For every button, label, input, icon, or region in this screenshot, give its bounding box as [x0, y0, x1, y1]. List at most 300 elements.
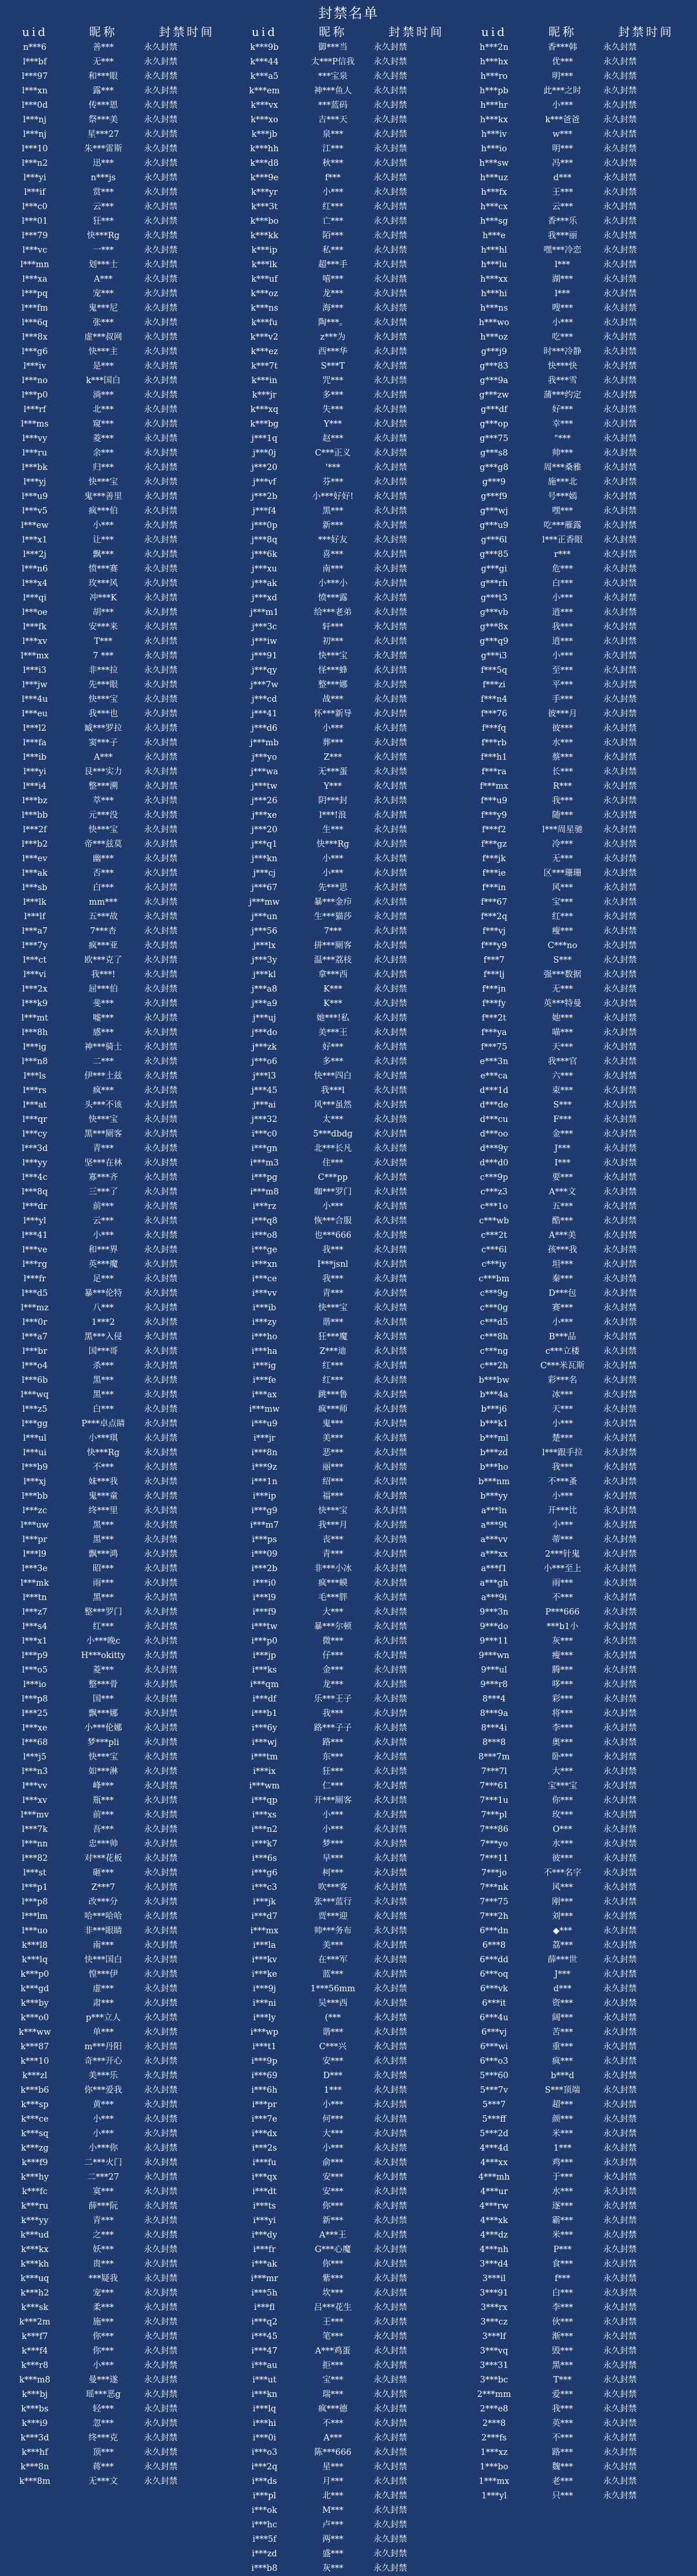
table-row — [463, 750, 692, 765]
nickname-cell: Z*** — [324, 753, 342, 762]
nickname-cell: 忽*** — [92, 2419, 114, 2428]
ban-time-cell: 永久封禁 — [144, 724, 177, 733]
nickname-cell: 窦***子 — [88, 738, 118, 748]
nickname-cell: 曼***遂 — [88, 2375, 118, 2385]
ban-time-cell: 永久封禁 — [603, 2361, 637, 2370]
uid-cell: k***v2 — [251, 333, 278, 342]
uid-cell: h***e — [482, 231, 506, 241]
uid-cell: l***8h — [21, 1028, 48, 1037]
nickname-cell: 雨*** — [551, 1579, 573, 1588]
uid-cell: k***i9 — [21, 2419, 48, 2428]
ban-time-cell: 永久封禁 — [144, 2419, 177, 2428]
nickname-cell: 祭***美 — [88, 115, 118, 125]
nickname-cell: 于*** — [551, 2173, 573, 2182]
uid-cell: k***m8 — [19, 2375, 50, 2385]
ban-time-cell: 永久封禁 — [373, 1318, 407, 1327]
table-row — [3, 142, 233, 156]
nickname-cell: 红*** — [551, 912, 573, 921]
nickname-cell: 传***恩 — [88, 101, 118, 110]
nickname-cell: 你***爱我 — [84, 2086, 122, 2095]
nickname-cell: w*** — [552, 130, 573, 139]
table-row — [463, 635, 692, 649]
ban-time-cell: 永久封禁 — [144, 1405, 177, 1414]
nickname-cell: S*** — [553, 1101, 572, 1110]
nickname-cell: 孩***我 — [547, 1245, 578, 1255]
uid-cell: l***6q — [21, 318, 48, 327]
nickname-cell: 鬼***童 — [88, 1492, 118, 1501]
uid-cell: j***ak — [252, 579, 277, 588]
nickname-cell: 雨*** — [92, 1579, 114, 1588]
nickname-cell: 白*** — [551, 579, 573, 588]
ban-time-cell: 永久封禁 — [373, 2347, 407, 2356]
uid-cell: i***f9 — [252, 1608, 277, 1617]
table-row — [463, 2156, 692, 2170]
nickname-cell: 小*** — [322, 854, 344, 863]
table-row — [233, 2083, 463, 2098]
uid-cell: 7***11 — [480, 1854, 509, 1863]
uid-cell: k***9e — [250, 173, 279, 183]
uid-cell: 1***mx — [478, 2477, 510, 2486]
uid-cell: l***ev — [22, 854, 48, 863]
nickname-cell: C***pp — [318, 1173, 348, 1182]
nickname-cell: 大*** — [322, 2129, 344, 2138]
table-row — [233, 504, 463, 519]
nickname-cell: 彼***月 — [547, 709, 578, 719]
uid-cell: k***uf — [251, 275, 278, 284]
table-row — [3, 446, 233, 461]
ban-time-cell: 永久封禁 — [603, 405, 637, 414]
table-row — [233, 722, 463, 736]
table-row — [233, 591, 463, 606]
uid-cell: i***fl — [253, 2303, 275, 2312]
nickname-cell: 陌*** — [322, 231, 344, 241]
uid-cell: l***xa — [22, 275, 48, 284]
table-row — [463, 70, 692, 84]
uid-cell: i***6y — [252, 1724, 277, 1733]
table-row — [233, 1910, 463, 1924]
uid-cell: 3***31 — [480, 2361, 509, 2370]
uid-cell: i***kv — [252, 1955, 277, 1965]
table-row — [233, 2504, 463, 2518]
uid-cell: l***b2 — [21, 840, 48, 849]
ban-time-cell: 永久封禁 — [373, 231, 407, 241]
nickname-cell: A*** — [93, 753, 113, 762]
table-row — [463, 1895, 692, 1910]
nickname-cell: 菱*** — [92, 434, 114, 443]
table-row — [3, 214, 233, 229]
uid-cell: 3***bc — [480, 2375, 509, 2385]
uid-cell: l***ib — [23, 753, 47, 762]
ban-time-cell: 永久封禁 — [144, 1332, 177, 1342]
table-row — [233, 1924, 463, 1939]
ban-time-cell: 永久封禁 — [373, 2071, 407, 2081]
table-row — [463, 1533, 692, 1547]
table-row — [463, 736, 692, 750]
ban-time-cell: 永久封禁 — [144, 1825, 177, 1834]
ban-time-cell: 永久封禁 — [144, 43, 177, 52]
table-row — [3, 1779, 233, 1794]
uid-cell: l***b9 — [21, 1463, 48, 1472]
nickname-cell: 轩*** — [322, 622, 344, 632]
uid-cell: i***ig — [252, 1361, 277, 1371]
uid-cell: l***zc — [22, 1506, 48, 1515]
table-row — [3, 1881, 233, 1895]
nickname-cell: b***d — [550, 2071, 575, 2081]
table-row — [3, 1055, 233, 1069]
ban-time-cell: 永久封禁 — [603, 1680, 637, 1689]
ban-time-cell: 永久封禁 — [603, 941, 637, 950]
uid-cell: c***d5 — [480, 1318, 509, 1327]
nickname-cell: 酷*** — [551, 1216, 573, 1226]
table-row — [233, 1156, 463, 1171]
ban-time-cell: 永久封禁 — [373, 2448, 407, 2457]
ban-time-cell: 永久封禁 — [144, 115, 177, 125]
table-row — [3, 968, 233, 982]
table-row — [3, 1431, 233, 1446]
uid-cell: k***uq — [20, 2274, 49, 2283]
table-row — [233, 924, 463, 939]
table-row — [233, 1301, 463, 1316]
uid-cell: l***dr — [22, 1202, 48, 1211]
uid-cell: g***q9 — [480, 637, 509, 646]
nickname-cell: 暴***尔顿 — [314, 1622, 352, 1631]
ban-time-cell: 永久封禁 — [603, 72, 637, 81]
uid-cell: 7***86 — [480, 1825, 509, 1834]
table-row — [463, 1982, 692, 1996]
nickname-cell: 吴***西 — [318, 1999, 348, 2008]
uid-cell: l***rg — [22, 1260, 48, 1269]
uid-cell: c***2h — [480, 1361, 509, 1371]
uid-cell: l***nj — [23, 115, 47, 125]
nickname-cell: l***周星驰 — [542, 825, 583, 835]
uid-cell: c***z3 — [480, 1187, 508, 1197]
uid-cell: l***a7 — [21, 1332, 48, 1342]
table-row — [3, 1750, 233, 1765]
nickname-cell: 吃***雁露 — [543, 521, 582, 530]
table-row — [233, 1663, 463, 1678]
table-row — [463, 1098, 692, 1113]
uid-cell: l***ul — [23, 1434, 47, 1443]
uid-cell: i***tw — [251, 1622, 278, 1631]
ban-time-cell: 永久封禁 — [603, 709, 637, 719]
nickname-cell: 小*** — [92, 521, 114, 530]
table-row — [233, 374, 463, 388]
ban-time-cell: 永久封禁 — [144, 2042, 177, 2052]
ban-time-cell: 永久封禁 — [603, 550, 637, 559]
nickname-cell: 快***宝 — [318, 1506, 348, 1515]
ban-time-cell: 永久封禁 — [144, 391, 177, 400]
table-row — [3, 823, 233, 837]
ban-time-cell: 永久封禁 — [144, 231, 177, 241]
nickname-cell: 昭*** — [92, 1564, 114, 1573]
uid-cell: k***a5 — [250, 72, 279, 81]
nickname-cell: 嘘*** — [92, 1014, 114, 1023]
ban-time-cell: 永久封禁 — [144, 1173, 177, 1182]
ban-time-cell: 永久封禁 — [144, 651, 177, 661]
uid-cell: j***3c — [252, 622, 277, 632]
nickname-cell: 东*** — [322, 1752, 344, 1762]
nickname-cell: 战*** — [322, 695, 344, 704]
nickname-cell: 红*** — [322, 1376, 344, 1385]
table-row — [463, 1055, 692, 1069]
ban-time-cell: 永久封禁 — [373, 1434, 407, 1443]
nickname-cell: 小*** — [551, 651, 573, 661]
table-row — [233, 1750, 463, 1765]
ban-time-cell: 永久封禁 — [144, 1999, 177, 2008]
nickname-cell: 我***月 — [318, 1521, 348, 1530]
uid-cell: l***fa — [23, 738, 47, 748]
ban-time-cell: 永久封禁 — [603, 1724, 637, 1733]
nickname-cell: 丧*** — [322, 1535, 344, 1544]
uid-cell: i***tm — [251, 1752, 278, 1762]
table-row — [233, 1996, 463, 2011]
ban-time-cell: 永久封禁 — [603, 1376, 637, 1385]
nickname-cell: 迅*** — [92, 159, 114, 168]
nickname-cell: 小*** — [551, 318, 573, 327]
table-row — [3, 693, 233, 707]
nickname-cell: 生*** — [322, 825, 344, 835]
ban-time-cell: 永久封禁 — [373, 1666, 407, 1675]
table-row — [233, 1562, 463, 1576]
uid-cell: f***75 — [481, 1043, 507, 1052]
ban-time-cell: 永久封禁 — [373, 188, 407, 197]
table-row — [463, 2069, 692, 2083]
table-row — [3, 1142, 233, 1156]
nickname-cell: 我***丽 — [547, 231, 578, 241]
ban-time-cell: 永久封禁 — [373, 1926, 407, 1936]
nickname-cell: 香***韩 — [547, 43, 578, 52]
ban-time-cell: 永久封禁 — [144, 2013, 177, 2023]
nickname-cell: 月*** — [322, 2477, 344, 2486]
uid-cell: j***un — [251, 912, 278, 921]
ban-time-cell: 永久封禁 — [144, 1086, 177, 1095]
nickname-cell: 新*** — [322, 2216, 344, 2225]
uid-cell: l***n3 — [21, 1767, 48, 1776]
table-row — [463, 1026, 692, 1040]
ban-time-cell: 永久封禁 — [144, 1666, 177, 1675]
ban-time-cell: 永久封禁 — [144, 101, 177, 110]
ban-time-cell: 永久封禁 — [144, 1419, 177, 1429]
table-row — [3, 591, 233, 606]
table-row — [463, 475, 692, 490]
nickname-cell: A*** — [93, 275, 113, 284]
uid-cell: 6***dd — [480, 1955, 509, 1965]
table-row — [463, 1910, 692, 1924]
nickname-cell: 嘻*** — [322, 275, 344, 284]
ban-time-cell: 永久封禁 — [603, 2303, 637, 2312]
table-row — [463, 2257, 692, 2272]
uid-cell: j***26 — [251, 796, 278, 806]
table-row — [3, 1026, 233, 1040]
uid-cell: l***gg — [21, 1419, 48, 1429]
nickname-cell: 头***不该 — [84, 1101, 122, 1110]
table-row — [3, 2431, 233, 2446]
table-row — [463, 316, 692, 330]
table-row — [233, 1620, 463, 1634]
nickname-cell: 哆*** — [551, 1680, 573, 1689]
ban-time-cell: 永久封禁 — [144, 1868, 177, 1878]
uid-cell: k***bs — [21, 2404, 49, 2414]
ban-time-cell: 永久封禁 — [373, 1608, 407, 1617]
table-row — [463, 2083, 692, 2098]
nickname-cell: 不*** — [322, 2419, 344, 2428]
table-row — [233, 2562, 463, 2576]
ban-time-cell: 永久封禁 — [373, 1115, 407, 1124]
nickname-cell: 开***厕客 — [314, 1796, 352, 1805]
nickname-cell: 顶*** — [92, 2448, 114, 2457]
uid-cell: j***kn — [251, 854, 278, 863]
uid-cell: 8***9a — [480, 1709, 509, 1718]
ban-time-cell: 永久封禁 — [603, 1970, 637, 1979]
table-row — [3, 55, 233, 70]
table-row — [463, 866, 692, 881]
uid-cell: k***ww — [19, 2028, 51, 2037]
ban-time-cell: 永久封禁 — [373, 304, 407, 313]
table-row — [3, 678, 233, 693]
uid-cell: l***qi — [23, 593, 47, 603]
ban-time-cell: 永久封禁 — [373, 463, 407, 472]
nickname-cell: 柯*** — [322, 1868, 344, 1878]
table-row — [463, 1431, 692, 1446]
nickname-cell: F*** — [553, 1115, 572, 1124]
nickname-cell: 黑*** — [92, 1376, 114, 1385]
ban-time-cell: 永久封禁 — [373, 2028, 407, 2037]
nickname-cell: l***跟手拉 — [542, 1448, 583, 1458]
table-row — [463, 127, 692, 142]
nickname-cell: 小***你 — [88, 2144, 118, 2153]
table-row — [463, 1388, 692, 1402]
ban-time-cell: 永久封禁 — [373, 1535, 407, 1544]
uid-cell: i***ks — [252, 1666, 277, 1675]
table-row — [233, 1489, 463, 1504]
ban-time-cell: 永久封禁 — [144, 1984, 177, 1994]
uid-cell: i***zy — [252, 1318, 277, 1327]
nickname-cell: 妹***我 — [88, 1477, 118, 1486]
uid-cell: l***82 — [21, 1854, 48, 1863]
ban-time-cell: 永久封禁 — [373, 1477, 407, 1486]
table-row — [3, 345, 233, 359]
table-row — [3, 548, 233, 562]
ban-time-cell: 永久封禁 — [144, 2303, 177, 2312]
uid-cell: f***vj — [482, 927, 506, 936]
nickname-cell: 朱***雷斯 — [84, 144, 122, 154]
nickname-cell: 快***Rg — [316, 840, 350, 849]
ban-time-cell: 永久封禁 — [144, 507, 177, 516]
table-row — [3, 1736, 233, 1750]
table-row — [233, 1287, 463, 1301]
ban-time-cell: 永久封禁 — [603, 1477, 637, 1486]
ban-time-cell: 永久封禁 — [144, 333, 177, 342]
ban-list-column — [3, 23, 233, 2486]
table-row — [463, 997, 692, 1011]
ban-time-cell: 永久封禁 — [603, 304, 637, 313]
ban-time-cell: 永久封禁 — [603, 593, 637, 603]
ban-time-cell: 永久封禁 — [144, 883, 177, 892]
nickname-cell: 好*** — [322, 1043, 344, 1052]
nickname-cell: 我***雪 — [547, 376, 578, 385]
ban-time-cell: 永久封禁 — [144, 1637, 177, 1646]
nickname-cell: 善*** — [92, 43, 114, 52]
ban-time-cell: 永久封禁 — [373, 738, 407, 748]
uid-cell: l***j5 — [23, 1752, 47, 1762]
nickname-cell: 风***虽然 — [314, 1101, 352, 1110]
uid-cell: l***xv — [22, 1796, 48, 1805]
uid-cell: c***9g — [480, 1289, 509, 1298]
nickname-cell: 宝*** — [322, 2375, 344, 2385]
uid-cell: i***b8 — [251, 2564, 278, 2573]
ban-time-cell: 永久封禁 — [373, 1492, 407, 1501]
ban-time-cell: 永久封禁 — [373, 1868, 407, 1878]
uid-cell: i***m3 — [250, 1158, 279, 1168]
nickname-cell: 香***乐 — [547, 217, 578, 226]
uid-cell: 2***8 — [482, 2419, 506, 2428]
table-row — [463, 388, 692, 403]
table-row — [233, 2112, 463, 2127]
uid-cell: i***k7 — [251, 1839, 278, 1849]
uid-cell: k***f4 — [21, 2347, 48, 2356]
table-row — [3, 1649, 233, 1663]
nickname-cell: 咖***罗门 — [314, 1187, 352, 1197]
uid-cell: l***o5 — [21, 1666, 48, 1675]
ban-time-cell: 永久封禁 — [144, 2361, 177, 2370]
table-row — [233, 2141, 463, 2156]
uid-cell: g***s8 — [480, 449, 508, 458]
uid-cell: i***ha — [251, 1347, 278, 1356]
nickname-cell: 坚***在林 — [84, 1158, 122, 1168]
uid-cell: i***pr — [252, 2100, 277, 2109]
uid-cell: j***o6 — [251, 1057, 278, 1066]
table-row — [463, 214, 692, 229]
nickname-cell: 仔*** — [322, 1651, 344, 1660]
page-title: 封禁名单 — [318, 5, 379, 21]
nickname-cell: z***为 — [320, 333, 346, 342]
uid-cell: l***cy — [22, 1129, 48, 1139]
uid-cell: j***0j — [253, 449, 276, 458]
nickname-cell: B***品 — [549, 1332, 576, 1342]
ban-time-cell: 永久封禁 — [373, 2245, 407, 2254]
ban-time-cell: 永久封禁 — [603, 2419, 637, 2428]
ban-time-cell: 永久封禁 — [373, 391, 407, 400]
uid-cell: l***vc — [22, 246, 48, 255]
nickname-cell: 不*** — [551, 2433, 573, 2443]
uid-cell: k***oz — [251, 289, 278, 298]
table-row — [3, 1243, 233, 1258]
ban-time-cell: 永久封禁 — [603, 2013, 637, 2023]
table-row — [463, 2373, 692, 2388]
table-row — [233, 1417, 463, 1431]
table-row — [463, 142, 692, 156]
table-row — [463, 707, 692, 722]
ban-time-cell: 永久封禁 — [603, 535, 637, 545]
nickname-cell: 2***针鬼 — [545, 1550, 580, 1559]
uid-cell: f***jn — [482, 985, 506, 994]
nickname-cell: 暴***伦特 — [84, 1289, 122, 1298]
nickname-cell: 艮***实力 — [84, 767, 122, 777]
nickname-cell: 让*** — [92, 535, 114, 545]
ban-time-cell: 永久封禁 — [603, 1144, 637, 1153]
table-row — [463, 84, 692, 99]
table-row — [233, 1098, 463, 1113]
nickname-cell: 美*** — [322, 1941, 344, 1950]
nickname-cell: 元***没 — [88, 811, 118, 820]
uid-cell: j***20 — [251, 463, 278, 472]
ban-time-cell: 永久封禁 — [373, 1680, 407, 1689]
nickname-cell: 斐*** — [92, 999, 114, 1008]
uid-cell: l***iv — [23, 362, 46, 371]
table-row — [233, 1069, 463, 1084]
nickname-cell: 和***界 — [88, 1245, 118, 1255]
nickname-cell: 黑*** — [92, 1390, 114, 1400]
